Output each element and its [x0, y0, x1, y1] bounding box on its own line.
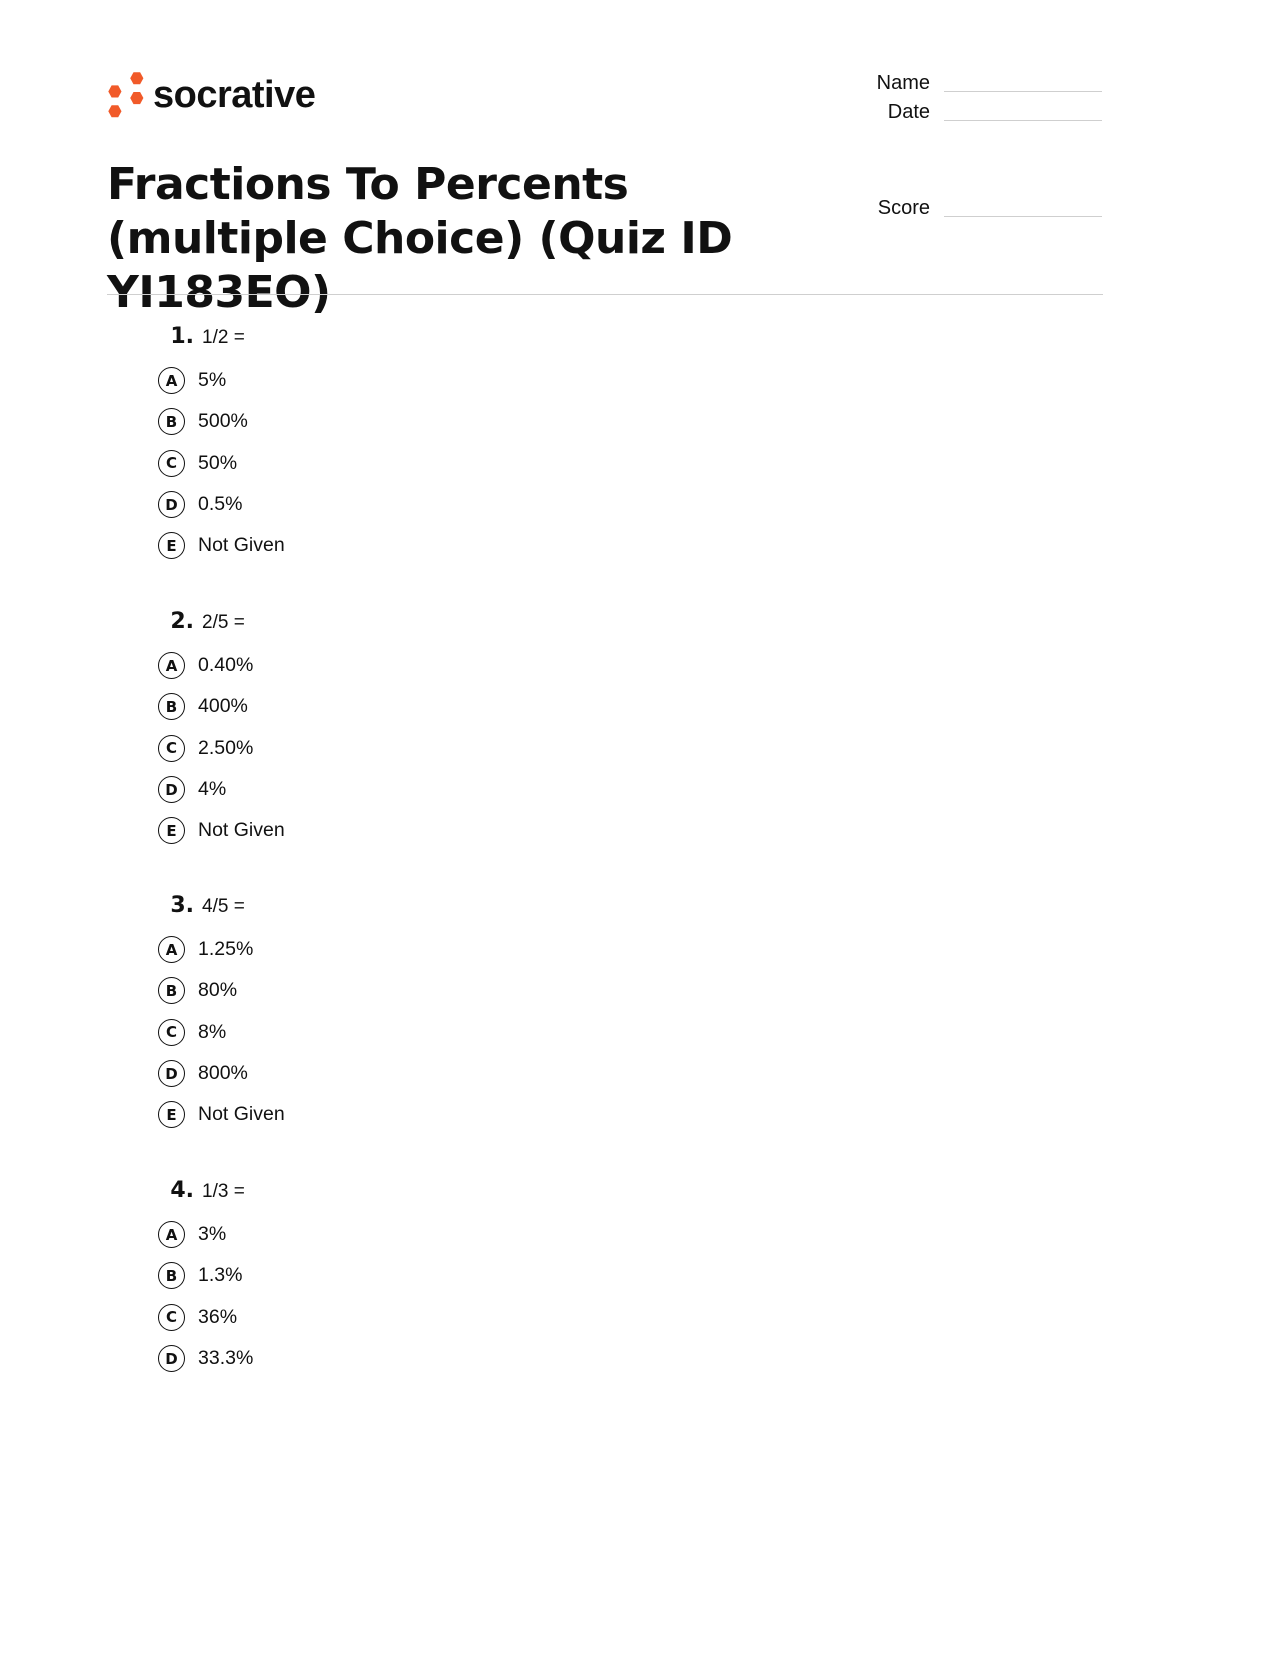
question-number: 3.	[170, 893, 194, 918]
option-bubble[interactable]: E	[158, 532, 185, 559]
option-bubble[interactable]: C	[158, 1304, 185, 1331]
question-2	[158, 609, 285, 851]
date-field[interactable]	[860, 101, 1102, 124]
option-d[interactable]	[158, 484, 285, 525]
option-text: 5%	[198, 369, 227, 392]
option-c[interactable]	[158, 1297, 253, 1338]
option-text: 0.40%	[198, 654, 254, 677]
option-text: 80%	[198, 979, 238, 1002]
option-d[interactable]	[158, 769, 285, 810]
option-bubble[interactable]: B	[158, 408, 185, 435]
option-b[interactable]	[158, 686, 285, 727]
option-text: Not Given	[198, 819, 285, 842]
option-text: 400%	[198, 695, 248, 718]
option-text: 36%	[198, 1305, 238, 1328]
option-text: 0.5%	[198, 493, 243, 516]
option-text: 800%	[198, 1062, 248, 1085]
name-label: Name	[876, 72, 930, 94]
option-text: 33.3%	[198, 1347, 254, 1370]
option-a[interactable]	[158, 1214, 253, 1255]
option-bubble[interactable]: A	[158, 652, 185, 679]
question-prompt: 1/2 =	[202, 327, 245, 348]
option-bubble[interactable]: C	[158, 1019, 185, 1046]
option-bubble[interactable]: C	[158, 735, 185, 762]
question-prompt: 2/5 =	[202, 612, 245, 633]
option-bubble[interactable]: D	[158, 1345, 185, 1372]
question-3	[158, 893, 285, 1135]
option-d[interactable]	[158, 1338, 253, 1379]
option-text: 4%	[198, 778, 227, 801]
score-field[interactable]	[860, 197, 1102, 220]
socrative-logo	[107, 70, 315, 120]
option-text: 8%	[198, 1020, 227, 1043]
hexagon-cluster-icon	[107, 70, 145, 120]
option-text: Not Given	[198, 1103, 285, 1126]
option-a[interactable]	[158, 360, 285, 401]
option-bubble[interactable]: C	[158, 450, 185, 477]
date-line[interactable]	[944, 120, 1102, 121]
option-c[interactable]	[158, 728, 285, 769]
quiz-title: Fractions To Percents (multiple Choice) (Quiz ID YI183EO)	[107, 159, 733, 318]
option-bubble[interactable]: D	[158, 491, 185, 518]
option-bubble[interactable]: D	[158, 1060, 185, 1087]
score-line[interactable]	[944, 216, 1102, 217]
question-number: 2.	[170, 609, 194, 634]
question-number: 4.	[170, 1178, 194, 1203]
option-text: 2.50%	[198, 736, 254, 759]
option-b[interactable]	[158, 401, 285, 442]
option-d[interactable]	[158, 1053, 285, 1094]
name-field[interactable]	[860, 72, 1102, 95]
question-number: 1.	[170, 324, 194, 349]
option-a[interactable]	[158, 645, 285, 686]
option-text: 3%	[198, 1223, 227, 1246]
question-4	[158, 1178, 253, 1379]
option-bubble[interactable]: B	[158, 1262, 185, 1289]
option-a[interactable]	[158, 929, 285, 970]
option-bubble[interactable]: E	[158, 817, 185, 844]
option-b[interactable]	[158, 1255, 253, 1296]
question-prompt: 4/5 =	[202, 896, 245, 917]
option-bubble[interactable]: B	[158, 977, 185, 1004]
option-e[interactable]	[158, 525, 285, 566]
question-1	[158, 324, 285, 566]
brand-name: socrative	[153, 74, 316, 116]
option-e[interactable]	[158, 810, 285, 851]
option-bubble[interactable]: B	[158, 693, 185, 720]
option-bubble[interactable]: E	[158, 1101, 185, 1128]
option-text: 1.25%	[198, 938, 254, 961]
header-divider	[107, 294, 1103, 295]
option-text: 500%	[198, 410, 248, 433]
option-c[interactable]	[158, 1012, 285, 1053]
option-text: Not Given	[198, 534, 285, 557]
option-e[interactable]	[158, 1094, 285, 1135]
name-line[interactable]	[944, 91, 1102, 92]
option-c[interactable]	[158, 443, 285, 484]
option-b[interactable]	[158, 970, 285, 1011]
option-bubble[interactable]: A	[158, 936, 185, 963]
option-bubble[interactable]: A	[158, 1221, 185, 1248]
date-label: Date	[887, 101, 930, 123]
question-prompt: 1/3 =	[202, 1181, 245, 1202]
option-text: 1.3%	[198, 1264, 243, 1287]
option-text: 50%	[198, 451, 238, 474]
option-bubble[interactable]: A	[158, 367, 185, 394]
score-label: Score	[877, 197, 930, 219]
option-bubble[interactable]: D	[158, 776, 185, 803]
